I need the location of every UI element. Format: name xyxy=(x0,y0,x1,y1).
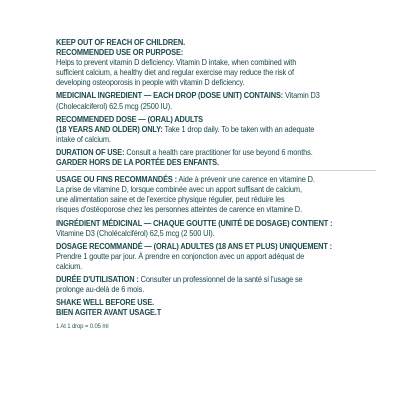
medicinal-ingredient-line-2: (Cholecalciferol) 62.5 mcg (2500 IU). xyxy=(56,100,172,111)
duree-utilisation-line-1 xyxy=(56,274,331,284)
duration-text: Consult a health care practitioner for use beyond 6 months. xyxy=(124,146,313,157)
medicinal-ingredient-heading: MEDICINAL INGREDIENT — EACH DROP (DOSE UNIT) CONTAINS: xyxy=(56,90,284,101)
keep-out-warning: KEEP OUT OF REACH OF CHILDREN. xyxy=(56,37,186,47)
recommended-use-line-2: sufficient calcium, a healthy diet and regular exercise may reduce the risk of xyxy=(56,67,294,78)
usage-recommandes-line-1 xyxy=(56,174,331,184)
duration-heading: DURATION OF USE: xyxy=(56,146,125,157)
usage-recommandes-line-2: La prise de vitamine D, lorsque combinée avec un apport suffisant de calcium, xyxy=(56,184,302,195)
medicinal-ingredient-text: Vitamin D3 xyxy=(283,90,320,101)
duree-utilisation-text: Consulter un professionnel de la santé si l'usage se xyxy=(138,273,303,284)
usage-recommandes-line-4: risques d'ostéoporose chez les personnes atteintes de carence en vitamine D. xyxy=(56,204,302,215)
recommended-dose-text: Take 1 drop daily. To be taken with an adequate xyxy=(162,123,315,134)
duree-utilisation-line-2: prolonge au-delà de 6 mois. xyxy=(56,284,145,295)
recommended-use-heading: RECOMMENDED USE OR PURPOSE: xyxy=(56,47,184,58)
usage-recommandes-heading: USAGE OU FINS RECOMMANDÉS : xyxy=(56,174,177,185)
recommended-dose-line-3: intake of calcium. xyxy=(56,133,111,144)
dosage-recommande-line-2: Prendre 1 goutte par jour. À prendre en conjonction avec un apport adéquat de xyxy=(56,250,305,261)
recommended-dose-heading: RECOMMENDED DOSE — (ORAL) ADULTS xyxy=(56,113,203,124)
usage-recommandes-text: Aide à prévenir une carence en vitamine D. xyxy=(176,174,315,185)
duree-utilisation-heading: DURÉE D'UTILISATION : xyxy=(56,273,139,284)
dosage-recommande-line-3: calcium. xyxy=(56,260,83,271)
dosage-recommande-heading: DOSAGE RECOMMANDÉ — (ORAL) ADULTES (18 ANS ET PLUS) UNIQUEMENT : xyxy=(56,240,333,251)
garder-hors-warning: GARDER HORS DE LA PORTÉE DES ENFANTS. xyxy=(56,157,219,168)
recommended-use-line-3: developing osteoporosis in people with vitamin D deficiency. xyxy=(56,77,245,88)
ingredient-medicinal-line-2: Vitamine D3 (Cholécalciférol) 62,5 mcg (2 500 UI). xyxy=(56,227,215,238)
bien-agiter-warning: BIEN AGITER AVANT USAGE.T xyxy=(56,307,162,318)
ingredient-medicinal-heading: INGRÉDIENT MÉDICINAL — CHAQUE GOUTTE (UNITÉ DE DOSAGE) CONTIENT : xyxy=(56,217,333,228)
recommended-dose-line-2 xyxy=(56,124,331,134)
duration-of-use xyxy=(56,147,331,157)
recommended-use-line-1: Helps to prevent vitamin D deficiency. Vitamin D intake, when combined with xyxy=(56,57,297,68)
recommended-dose-heading-2: (18 YEARS AND OLDER) ONLY: xyxy=(56,123,163,134)
section-divider xyxy=(56,170,376,171)
medicinal-ingredient-line-1 xyxy=(56,90,331,100)
shake-well-warning: SHAKE WELL BEFORE USE. xyxy=(56,297,155,308)
usage-recommandes-line-3: une alimentation saine et de l'exercice physique régulier, peut réduire les xyxy=(56,194,285,205)
drop-volume-footnote: 1 At 1 drop = 0.05 ml xyxy=(56,324,109,331)
